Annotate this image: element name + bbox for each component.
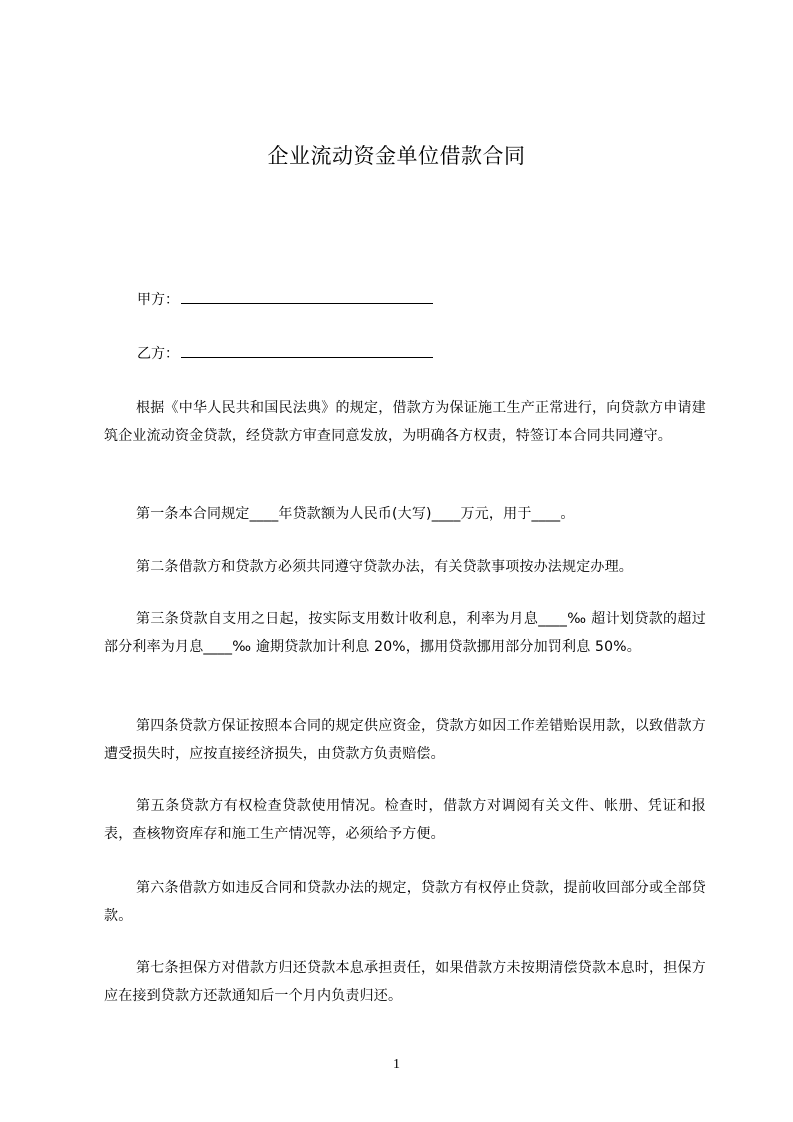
party-b-blank — [181, 343, 433, 358]
article-3-paragraph: 第三条贷款自支用之日起，按实际支用数计收利息，利率为月息____‰ 超计划贷款的超过部分利率为月息____‰ 逾期贷款加计利息 20%，挪用贷款挪用部分加罚利息 50%。 — [104, 611, 706, 655]
party-a-line — [137, 289, 433, 311]
article-6-paragraph: 第六条借款方如违反合同和贷款办法的规定，贷款方有权停止贷款，提前收回部分或全部贷款。 — [104, 880, 706, 924]
article-2-paragraph: 第二条借款方和贷款方必须共同遵守贷款办法，有关贷款事项按办法规定办理。 — [136, 559, 633, 575]
party-a-blank — [181, 289, 433, 304]
party-b-line — [137, 343, 433, 365]
document-title: 企业流动资金单位借款合同 — [267, 144, 526, 168]
page-number: 1 — [393, 1057, 400, 1072]
article-5-paragraph: 第五条贷款方有权检查贷款使用情况。检查时，借款方对调阅有关文件、帐册、凭证和报表，查核物资库存和施工生产情况等，必须给予方便。 — [104, 798, 706, 842]
article-4-paragraph: 第四条贷款方保证按照本合同的规定供应资金，贷款方如因工作差错贻误用款，以致借款方遭受损失时，应按直接经济损失，由贷款方负责赔偿。 — [104, 718, 706, 762]
party-a-label: 甲方： — [137, 292, 179, 308]
party-b-label: 乙方： — [137, 346, 179, 362]
article-1-paragraph: 第一条本合同规定____年贷款额为人民币(大写)____万元，用于____。 — [136, 506, 575, 522]
preamble-paragraph: 根据《中华人民共和国民法典》的规定，借款方为保证施工生产正常进行，向贷款方申请建筑企业流动资金贷款，经贷款方审查同意发放，为明确各方权责，特签订本合同共同遵守。 — [104, 400, 706, 444]
article-7-paragraph: 第七条担保方对借款方归还贷款本息承担责任，如果借款方未按期清偿贷款本息时，担保方应在接到贷款方还款通知后一个月内负责归还。 — [104, 960, 706, 1004]
